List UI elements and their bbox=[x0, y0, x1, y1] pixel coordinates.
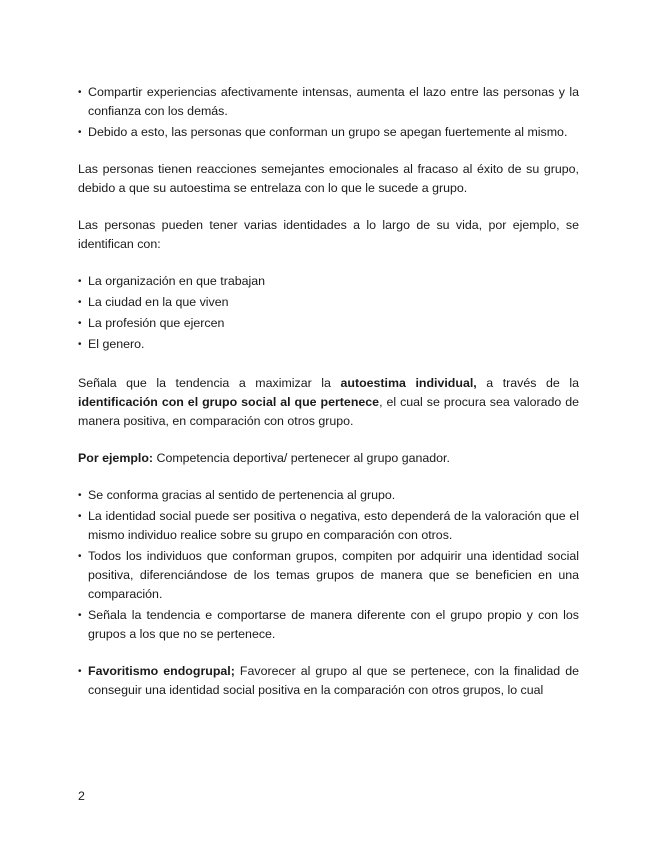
bullet-list-favoritism bbox=[78, 662, 579, 700]
paragraph-self-esteem bbox=[78, 374, 579, 431]
paragraph-identities: Las personas pueden tener varias identidades a lo largo de su vida, por ejemplo, se identifican con: bbox=[78, 218, 579, 251]
list-item bbox=[78, 662, 579, 700]
list-item: • La identidad social puede ser positiva o negativa, esto dependerá de la valoración que el mismo individuo realice sobre su grupo en comparación con otros. bbox=[78, 507, 579, 545]
list-item: • Debido a esto, las personas que conforman un grupo se apegan fuertemente al mismo. bbox=[78, 123, 579, 142]
bold-text: Favoritismo endogrupal; bbox=[88, 664, 235, 678]
list-item: • La ciudad en la que viven bbox=[78, 293, 579, 312]
list-item: • Todos los individuos que conforman grupos, compiten por adquirir una identidad social positiva, diferenciándose de los temas grupos de manera que se beneficien en una comparación. bbox=[78, 547, 579, 604]
list-item: • La organización en que trabajan bbox=[78, 272, 579, 291]
example-label: Por ejemplo: bbox=[78, 451, 154, 465]
text-run: a través de la bbox=[476, 376, 579, 390]
bold-text: autoestima individual, bbox=[340, 376, 477, 390]
list-item: • Compartir experiencias afectivamente intensas, aumenta el lazo entre las personas y la confianza con los demás. bbox=[78, 83, 579, 121]
bullet-list-bonds bbox=[78, 83, 579, 142]
list-item: • El genero. bbox=[78, 335, 579, 354]
bullet-list-identities bbox=[78, 272, 579, 354]
text-run: Señala que la tendencia a maximizar la bbox=[78, 376, 341, 390]
bold-text: identificación con el grupo social al que pertenece bbox=[78, 395, 380, 409]
document-body bbox=[78, 83, 579, 702]
paragraph-example bbox=[78, 449, 579, 468]
bullet-list-social-identity bbox=[78, 486, 579, 644]
text-run: , el cual se procura sea valorado de manera positiva, en comparación con otros grupo. bbox=[78, 395, 579, 428]
page-number: 2 bbox=[78, 789, 85, 803]
list-item: • Se conforma gracias al sentido de pertenencia al grupo. bbox=[78, 486, 579, 505]
paragraph-reactions: Las personas tienen reacciones semejantes emocionales al fracaso al éxito de su grupo, debido a que su autoestima se entrelaza con lo que le sucede a grupo. bbox=[78, 162, 579, 195]
list-item: • Señala la tendencia e comportarse de manera diferente con el grupo propio y con los grupos a los que no se pertenece. bbox=[78, 606, 579, 644]
example-text: Competencia deportiva/ pertenecer al grupo ganador. bbox=[153, 451, 450, 465]
list-item: • La profesión que ejercen bbox=[78, 314, 579, 333]
text-run: Favorecer al grupo al que se pertenece, con la finalidad de conseguir una identidad social positiva en la comparación con otros grupos, lo cual bbox=[88, 664, 580, 697]
